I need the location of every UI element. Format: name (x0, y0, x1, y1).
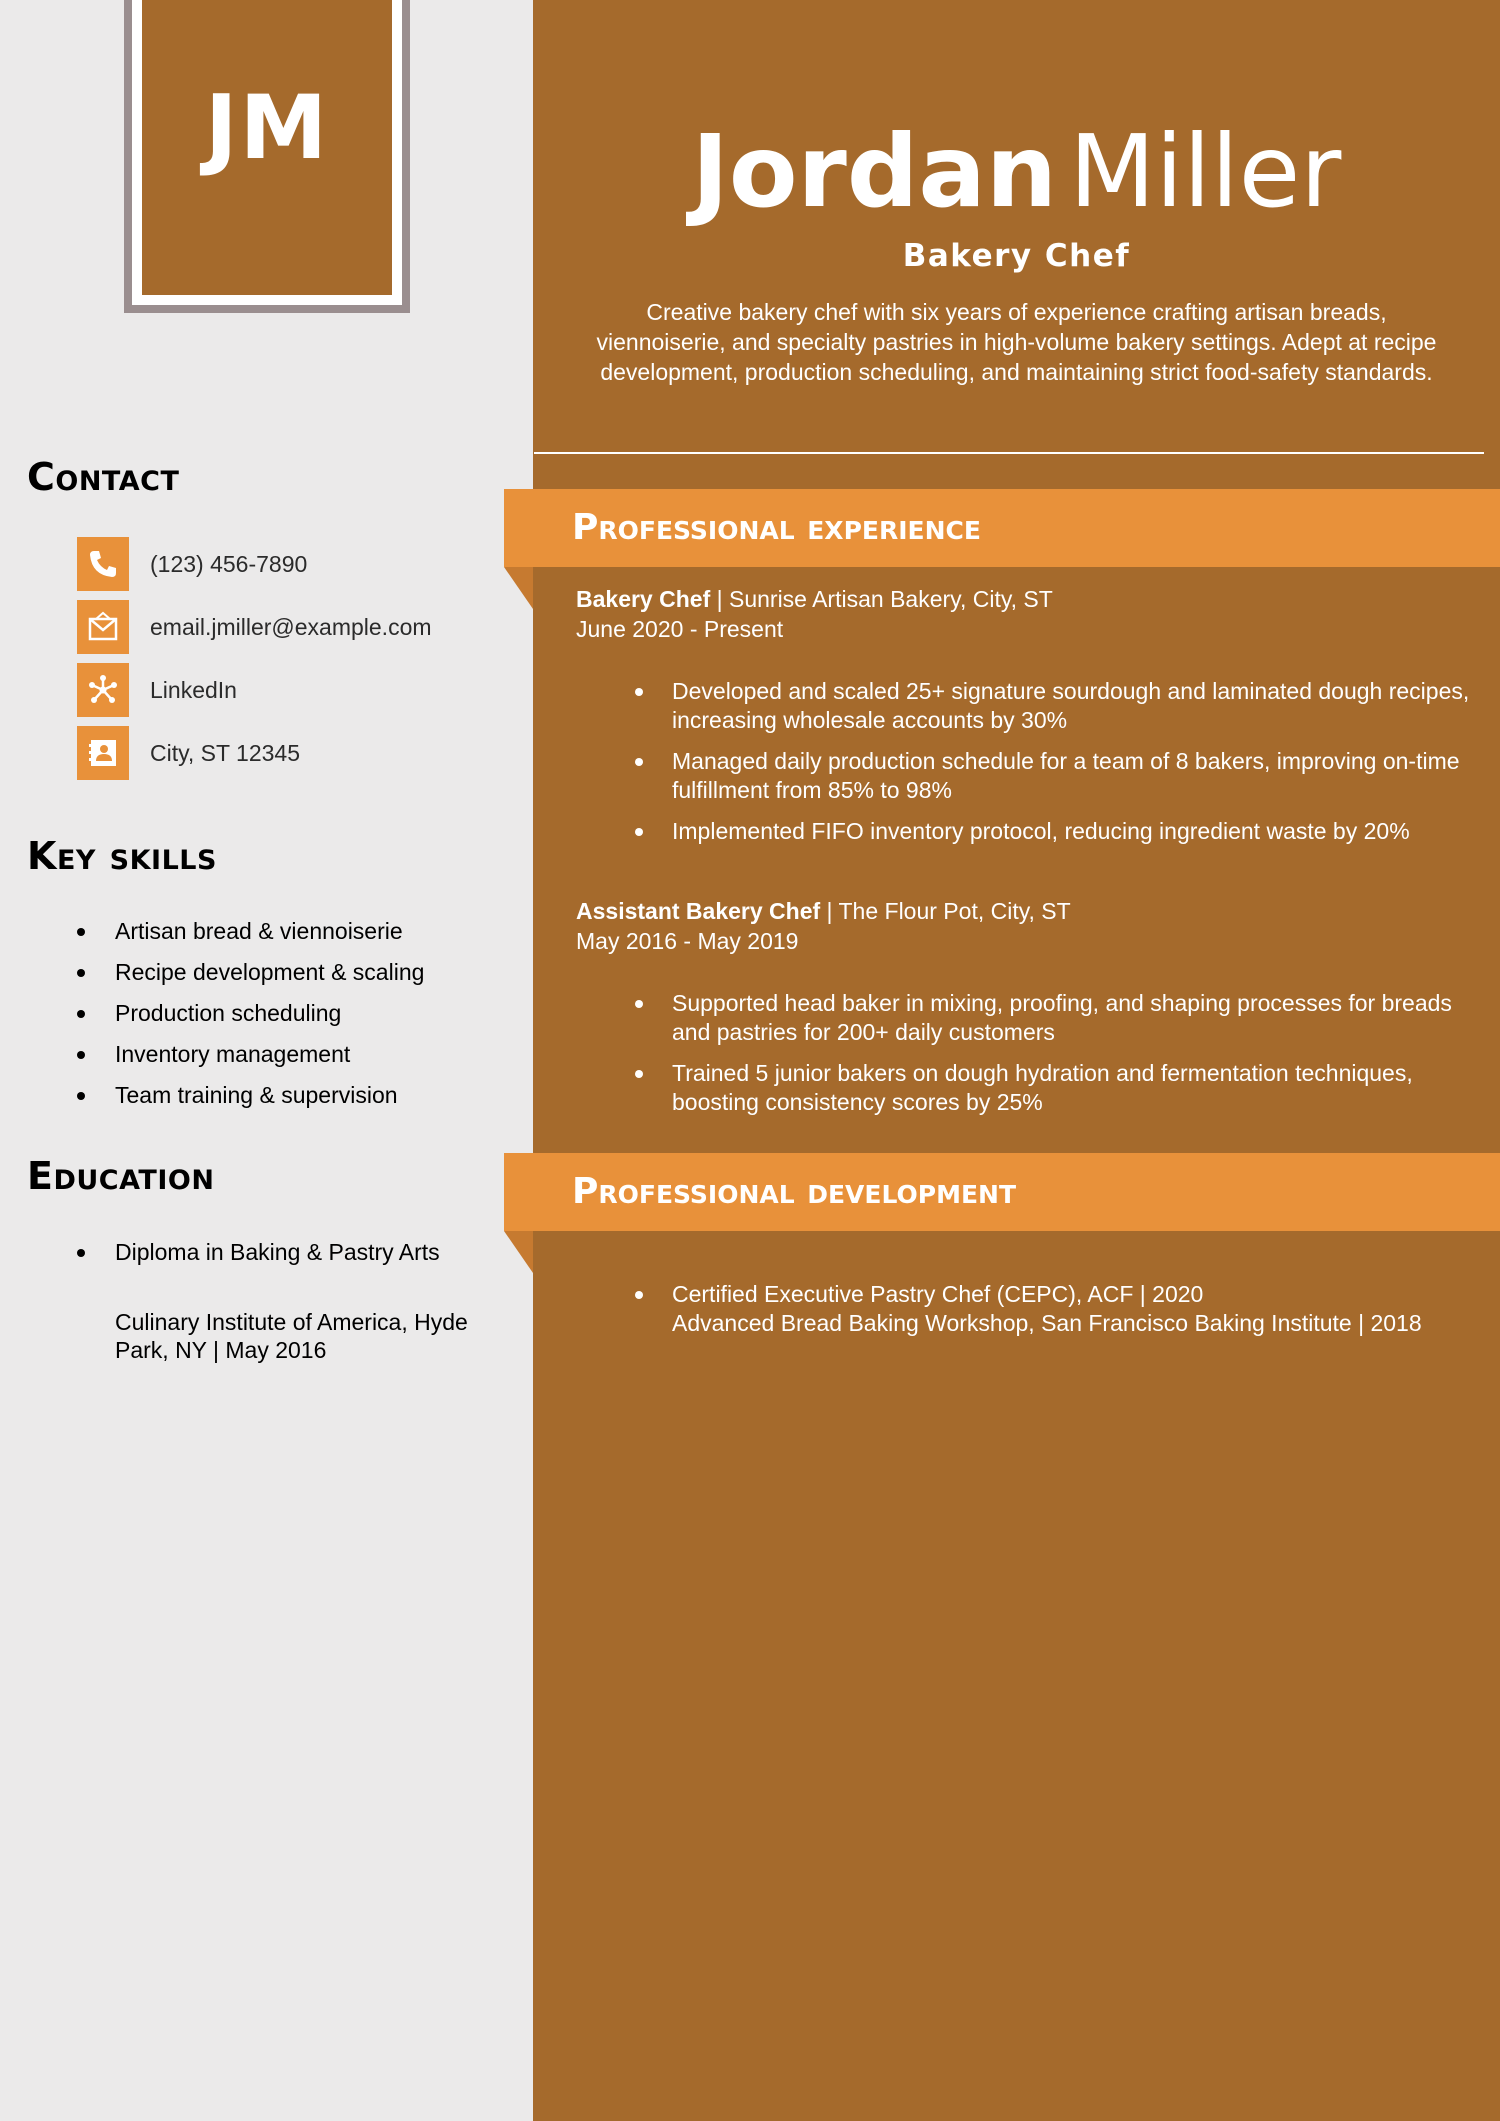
job-1-bullets (632, 677, 1487, 858)
contact-heading: Contact (27, 455, 180, 499)
job-bullet: Developed and scaled 25+ signature sourdough and laminated dough recipes, increasing wholesale accounts by 30% (632, 677, 1487, 735)
skill-item: Production scheduling (77, 1000, 424, 1027)
job-1-company: | Sunrise Artisan Bakery, City, ST (710, 586, 1053, 612)
education-degree: Diploma in Baking & Pastry Arts (77, 1239, 497, 1266)
job-1-dates: June 2020 - Present (576, 616, 784, 642)
job-2-bullets (632, 989, 1487, 1129)
development-banner-fold (504, 1231, 533, 1273)
contact-address (77, 726, 300, 780)
first-name: Jordan (691, 113, 1058, 230)
contact-email (77, 600, 432, 654)
contact-email-text[interactable]: email.jmiller@example.com (150, 613, 432, 640)
contact-phone-text: (123) 456-7890 (150, 550, 308, 577)
job-1-header (576, 584, 1053, 644)
education-list (77, 1239, 497, 1266)
skills-list (77, 918, 424, 1123)
job-2-title: Assistant Bakery Chef (576, 898, 821, 924)
skill-item: Recipe development & scaling (77, 959, 424, 986)
skill-item: Artisan bread & viennoiserie (77, 918, 424, 945)
experience-heading: Professional experience (572, 507, 981, 548)
experience-banner-fold (504, 567, 533, 609)
job-title: Bakery Chef (902, 238, 1131, 274)
development-heading: Professional development (572, 1171, 1017, 1212)
monogram: JM (204, 76, 330, 179)
last-name: Miller (1069, 113, 1342, 230)
development-list (632, 1280, 1487, 1350)
candidate-name (533, 112, 1500, 232)
linkedin-icon (77, 663, 129, 717)
education-school: Culinary Institute of America, Hyde Park, NY | May 2016 (115, 1309, 468, 1363)
skill-item: Inventory management (77, 1041, 424, 1068)
contact-phone (77, 537, 307, 591)
address-icon (77, 726, 129, 780)
job-bullet: Managed daily production schedule for a team of 8 bakers, improving on-time fulfillment from 85% to 98% (632, 747, 1487, 805)
development-line: Advanced Bread Baking Workshop, San Francisco Baking Institute | 2018 (672, 1310, 1422, 1336)
job-2-header (576, 896, 1071, 956)
development-item (632, 1280, 1487, 1338)
monogram-frame (124, 0, 410, 313)
skill-item: Team training & supervision (77, 1082, 424, 1109)
education-heading: Education (27, 1154, 215, 1198)
job-1-title: Bakery Chef (576, 586, 711, 612)
skills-heading: Key skills (27, 834, 217, 878)
job-bullet: Trained 5 junior bakers on dough hydration and fermentation techniques, boosting consistency scores by 25% (632, 1059, 1487, 1117)
header-divider (534, 452, 1484, 454)
job-2-dates: May 2016 - May 2019 (576, 928, 799, 954)
development-line: Certified Executive Pastry Chef (CEPC), ACF | 2020 (672, 1281, 1204, 1307)
summary: Creative bakery chef with six years of experience crafting artisan breads, viennoiserie, and specialty pastries in high-volume bakery settings. Adept at recipe development, production scheduling, and maintaining strict food-safety standards. (596, 299, 1437, 385)
job-bullet: Supported head baker in mixing, proofing, and shaping processes for breads and pastries for 200+ daily customers (632, 989, 1487, 1047)
contact-linkedin-text[interactable]: LinkedIn (150, 676, 237, 703)
job-bullet: Implemented FIFO inventory protocol, reducing ingredient waste by 20% (632, 817, 1487, 846)
contact-address-text: City, ST 12345 (150, 739, 301, 766)
contact-linkedin (77, 663, 237, 717)
email-icon (77, 600, 129, 654)
job-2-company: | The Flour Pot, City, ST (820, 898, 1071, 924)
phone-icon (77, 537, 129, 591)
